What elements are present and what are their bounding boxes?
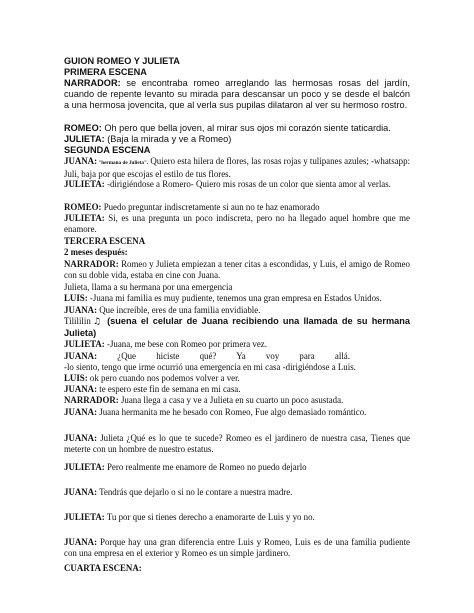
music-note-icon: ♫	[92, 317, 101, 327]
scene-heading-2: SEGUNDA ESCENA	[64, 145, 151, 155]
speaker-label: JUANA:	[64, 487, 98, 497]
narrator-line-1	[64, 78, 410, 112]
speaker-label: JULIETA:	[64, 213, 105, 223]
speaker-label: JUANA:	[64, 156, 98, 166]
luis-line-1	[64, 293, 410, 304]
julieta-line-4	[64, 339, 410, 350]
speaker-label: JULIETA:	[64, 462, 105, 472]
time-jump: 2 meses después:	[64, 247, 128, 257]
speaker-label: JULIETA:	[64, 512, 105, 522]
speaker-label: NARRADOR:	[64, 78, 121, 88]
speaker-label: ROMEO:	[64, 202, 102, 212]
dialogue-text: Juana hermanita me he besado con Romeo, Fue algo demasiado romántico.	[97, 407, 367, 417]
romeo-line-2	[64, 202, 410, 213]
dialogue-text: ¿Que hiciste qué? Ya voy para allá.	[97, 351, 350, 361]
dialogue-text: Porque hay una gran diferencia entre Luis y Romeo, Luis es de una familia pudiente con una empresa en el exterior y Romeo es un simple jardinero.	[64, 537, 410, 559]
speaker-label: JUANA:	[64, 537, 98, 547]
speaker-label: JUANA:	[64, 433, 98, 443]
doc-title: GUION ROMEO Y JULIETA	[64, 56, 180, 66]
speaker-label: NARRADOR:	[64, 259, 119, 269]
julieta-line-5	[64, 462, 410, 473]
dialogue-text: Si, es una pregunta un poco indiscreta, pero no ha llegado aquel hombre que me enamore.	[64, 213, 410, 235]
dialogue-text: Puedo preguntar indiscretamente si aun no te haz enamorado	[101, 202, 320, 212]
dialogue-text: Julieta ¿Qué es lo que te sucede? Romeo es el jardinero de nuestra casa, Tienes que meterte con un hombre de nuestro estatus.	[64, 433, 410, 455]
juana-line-2	[64, 305, 410, 316]
dialogue-text: te espero este fin de semana en mi casa.	[97, 384, 241, 394]
juana-line-1	[64, 156, 410, 180]
scene-heading-4: CUARTA ESCENA:	[64, 563, 142, 573]
dialogue-text: Oh pero que bella joven, al mirar sus ojos mi corazón siente taticardia.	[101, 123, 391, 133]
speaker-label: NARRADOR:	[64, 395, 119, 405]
dialogue-text: -dirigiéndose a Romero- Quiero mis rosas de un color que sienta amor al verlas.	[104, 179, 391, 189]
julieta-line-2	[64, 179, 410, 190]
narrator-line-3	[64, 395, 410, 406]
speaker-label: JUANA:	[64, 351, 98, 361]
speaker-note: "hermana de Julieta".	[97, 160, 149, 166]
julieta-line-6	[64, 512, 410, 523]
juana-line-7	[64, 487, 410, 498]
speaker-label: JULIETA:	[64, 339, 105, 349]
ringtone-line	[64, 316, 410, 339]
dialogue-text: se encontraba romeo arreglando las hermosas rosas del jardín, cuando de repente levanto su mirada para descansar un poco y se desde el balcón a una hermosa jovencita, que al verla sus pupilas dilataron al ver su hermoso rostro.	[64, 78, 410, 111]
juana-line-8	[64, 537, 410, 559]
dialogue-text: Que increíble, eres de una familia envidiable.	[97, 305, 261, 315]
dialogue-text: -Juana, me bese con Romeo por primera vez.	[104, 339, 267, 349]
dialogue-text: Quiero esta hilera de flores, las rosas rojas y tulipanes azules; -whatsapp: Juli, baja por que escojas el estilo de tus flores.	[64, 156, 410, 180]
scene-heading-1: PRIMERA ESCENA	[64, 67, 147, 77]
speaker-label: JUANA:	[64, 407, 98, 417]
julieta-line-1	[64, 134, 410, 145]
juana-line-6	[64, 433, 410, 455]
juana-line-4	[64, 384, 410, 395]
dialogue-text: ok pero cuando nos podemos volver a ver.	[87, 373, 240, 383]
romeo-line-1	[64, 123, 410, 134]
speaker-label: JUANA:	[64, 305, 98, 315]
narrator-line-2	[64, 259, 410, 281]
speaker-label: LUIS:	[64, 293, 88, 303]
speaker-label: LUIS:	[64, 373, 88, 383]
juana-line-5	[64, 407, 410, 418]
dialogue-text: Juana llega a casa y ve a Julieta en su cuarto un poco asustada.	[118, 395, 344, 405]
stage-direction-2: -lo siento, tengo que irme ocurrió una emergencia en mi casa -dirigiéndose a Luis.	[64, 362, 356, 372]
dialogue-text: (Baja la mirada y ve a Romeo)	[104, 134, 232, 144]
ringtone-text: Tilililin	[64, 316, 91, 326]
speaker-label: JUANA:	[64, 384, 98, 394]
juana-line-3	[64, 351, 410, 362]
stage-direction: (suena el celular de Juana recibiendo una llamada de su hermana Julieta)	[64, 316, 410, 339]
speaker-label: ROMEO:	[64, 123, 102, 133]
dialogue-text: Pero realmente me enamore de Romeo no puedo dejarlo	[104, 462, 307, 472]
dialogue-text: Tendrás que dejarlo o si no le contare a nuestra madre.	[97, 487, 293, 497]
julieta-line-3	[64, 213, 410, 235]
dialogue-text: Tu por que si tienes derecho a enamorarte de Luis y yo no.	[104, 512, 315, 522]
scene-heading-3: TERCERA ESCENA	[64, 236, 146, 246]
dialogue-text: Romeo y Julieta empiezan a tener citas a escondidas, y Luis, el amigo de Romeo con su doble vida, estaba en cine con Juana.	[64, 259, 410, 281]
luis-line-2	[64, 373, 410, 384]
speaker-label: JULIETA:	[64, 134, 105, 144]
dialogue-text: -Juana mi familia es muy pudiente, tenemos una gran empresa en Estados Unidos.	[87, 293, 382, 303]
stage-direction-1: Julieta, llama a su hermana por una emergencia	[64, 282, 233, 292]
speaker-label: JULIETA:	[64, 179, 105, 189]
